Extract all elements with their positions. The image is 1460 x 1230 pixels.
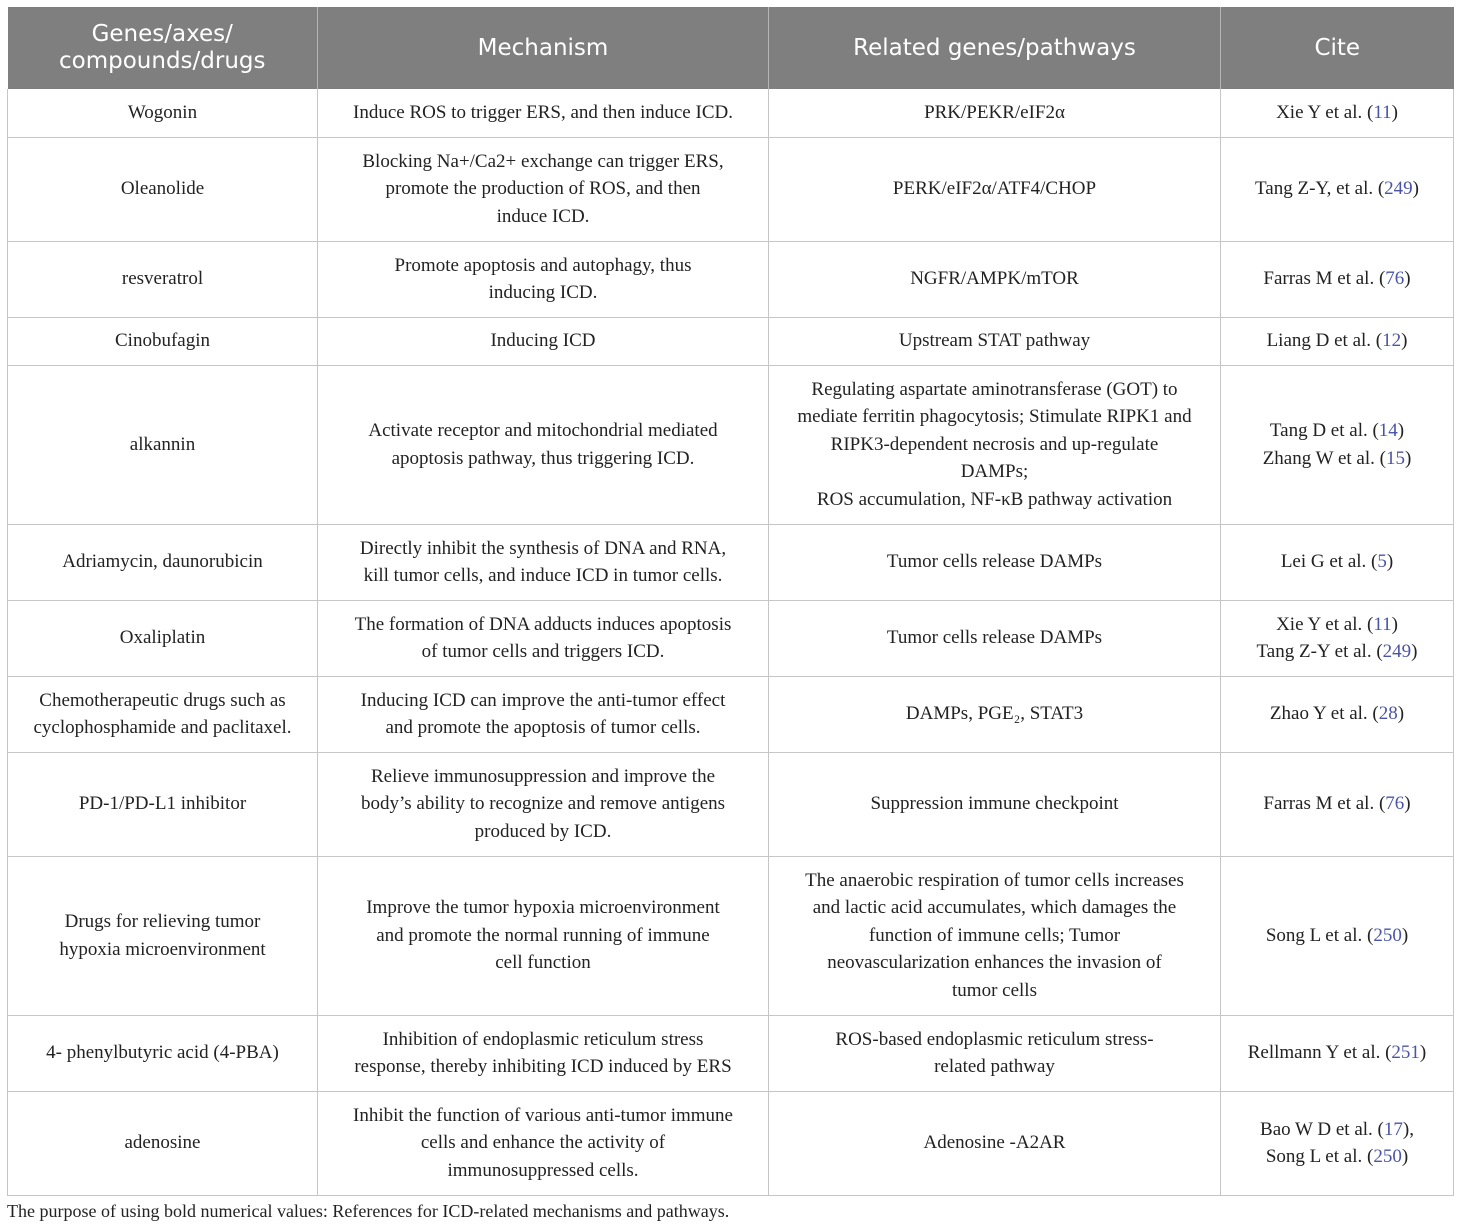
reference-link[interactable]: 11 — [1373, 102, 1392, 123]
citation — [1231, 1039, 1443, 1067]
cell-pathways: PERK/eIF2α/ATF4/CHOP — [769, 137, 1221, 241]
cell-mechanism: Blocking Na+/Ca2+ exchange can trigger ERS, promote the production of ROS, and then induce ICD. — [318, 137, 769, 241]
cell-mechanism: Directly inhibit the synthesis of DNA and RNA, kill tumor cells, and induce ICD in tumor cells. — [318, 524, 769, 600]
cell-pathways: DAMPs, PGE₂, STAT3 — [769, 676, 1221, 752]
cell-pathways: Tumor cells release DAMPs — [769, 524, 1221, 600]
citation-close: ) — [1404, 447, 1412, 469]
citation-author: Rellmann Y et al. ( — [1247, 1042, 1392, 1064]
citation-author: Xie Y et al. ( — [1276, 613, 1374, 635]
cell-pathways: The anaerobic respiration of tumor cells increases and lactic acid accumulates, which damages the function of immune cells; Tumor neovascularization enhances the invasion of tumor cells — [769, 856, 1221, 1015]
cell-mechanism: Activate receptor and mitochondrial mediated apoptosis pathway, thus triggering ICD. — [318, 365, 769, 524]
citation — [1231, 790, 1443, 818]
cell-cite — [1221, 752, 1454, 856]
cell-compound: Cinobufagin — [8, 317, 318, 365]
reference-link[interactable]: 14 — [1378, 420, 1398, 441]
cell-pathways: ROS-based endoplasmic reticulum stress- related pathway — [769, 1015, 1221, 1091]
cell-cite — [1221, 241, 1454, 317]
cell-mechanism: Improve the tumor hypoxia microenvironment and promote the normal running of immune cell function — [318, 856, 769, 1015]
citation-close: ), — [1402, 1118, 1414, 1140]
table-row — [8, 752, 1454, 856]
table-row — [8, 241, 1454, 317]
citation — [1231, 700, 1443, 728]
citation-close: ) — [1404, 793, 1411, 815]
citation — [1231, 265, 1443, 293]
citation-author: Tang D et al. ( — [1269, 420, 1379, 441]
citation-author: Song L et al. ( — [1265, 1146, 1374, 1167]
citation-close: ) — [1397, 703, 1405, 725]
citation-close: ) — [1401, 924, 1409, 946]
citation — [1231, 99, 1443, 127]
cell-pathways: Adenosine -A2AR — [769, 1091, 1221, 1195]
reference-link[interactable]: 76 — [1385, 268, 1405, 290]
cell-cite — [1221, 137, 1454, 241]
citation-author: Bao W D et al. ( — [1260, 1118, 1384, 1140]
cell-mechanism: Induce ROS to trigger ERS, and then induce ICD. — [318, 89, 769, 137]
citation-author: Tang Z-Y, et al. ( — [1255, 178, 1385, 200]
data-table-container — [7, 7, 1453, 1196]
column-header-genes: Genes/axes/ compounds/drugs — [8, 7, 318, 89]
citation — [1231, 1116, 1443, 1144]
cell-pathways: Tumor cells release DAMPs — [769, 600, 1221, 676]
reference-link[interactable]: 5 — [1377, 551, 1387, 573]
cell-cite — [1221, 524, 1454, 600]
citation-author: Tang Z-Y et al. ( — [1256, 641, 1383, 662]
cell-mechanism: Inducing ICD can improve the anti-tumor effect and promote the apoptosis of tumor cells. — [318, 676, 769, 752]
cell-cite — [1221, 89, 1454, 137]
cell-compound: alkannin — [8, 365, 318, 524]
citation-close: ) — [1419, 1042, 1427, 1064]
cell-compound: Wogonin — [8, 89, 318, 137]
cell-compound: Oxaliplatin — [8, 600, 318, 676]
reference-link[interactable]: 250 — [1373, 924, 1402, 946]
citation-close: ) — [1404, 268, 1411, 290]
cell-mechanism: Promote apoptosis and autophagy, thus inducing ICD. — [318, 241, 769, 317]
table-row — [8, 676, 1454, 752]
citation-author: Song L et al. ( — [1265, 924, 1374, 946]
cell-pathways: NGFR/AMPK/mTOR — [769, 241, 1221, 317]
citation-author: Liang D et al. ( — [1266, 330, 1383, 352]
table-row — [8, 600, 1454, 676]
column-header-mechanism: Mechanism — [318, 7, 769, 89]
citation-close: ) — [1391, 613, 1398, 635]
data-table — [7, 7, 1454, 1196]
citation-close: ) — [1401, 1146, 1409, 1167]
cell-cite — [1221, 856, 1454, 1015]
citation-author: Zhang W et al. ( — [1262, 447, 1386, 469]
citation-author: Lei G et al. ( — [1280, 551, 1378, 573]
table-row — [8, 137, 1454, 241]
citation-close: ) — [1391, 102, 1398, 123]
cell-cite — [1221, 1015, 1454, 1091]
cell-mechanism: Inducing ICD — [318, 317, 769, 365]
citation — [1231, 327, 1443, 355]
reference-link[interactable]: 28 — [1378, 703, 1398, 725]
citation-close: ) — [1401, 330, 1408, 352]
table-row — [8, 365, 1454, 524]
citation — [1231, 417, 1443, 445]
column-header-cite: Cite — [1221, 7, 1454, 89]
table-row — [8, 1015, 1454, 1091]
reference-link[interactable]: 249 — [1384, 178, 1413, 200]
cell-mechanism: Relieve immunosuppression and improve the body’s ability to recognize and remove antigens produced by ICD. — [318, 752, 769, 856]
reference-link[interactable]: 15 — [1385, 447, 1405, 469]
table-body — [8, 89, 1454, 1195]
table-row — [8, 1091, 1454, 1195]
cell-cite — [1221, 1091, 1454, 1195]
cell-cite — [1221, 365, 1454, 524]
cell-compound: Oleanolide — [8, 137, 318, 241]
citation — [1231, 445, 1443, 473]
reference-link[interactable]: 11 — [1373, 613, 1392, 635]
reference-link[interactable]: 251 — [1391, 1042, 1420, 1064]
citation-author: Farras M et al. ( — [1263, 268, 1386, 290]
citation-author: Zhao Y et al. ( — [1269, 703, 1379, 725]
cell-mechanism: Inhibition of endoplasmic reticulum stress response, thereby inhibiting ICD induced by ERS — [318, 1015, 769, 1091]
table-footnote: The purpose of using bold numerical values: References for ICD-related mechanisms and pathways. — [7, 1201, 730, 1221]
cell-compound: adenosine — [8, 1091, 318, 1195]
reference-link[interactable]: 250 — [1373, 1146, 1402, 1167]
table-row — [8, 524, 1454, 600]
citation-author: Xie Y et al. ( — [1276, 102, 1374, 123]
cell-mechanism: Inhibit the function of various anti-tumor immune cells and enhance the activity of immunosuppressed cells. — [318, 1091, 769, 1195]
citation-close: ) — [1412, 178, 1419, 200]
reference-link[interactable]: 76 — [1385, 793, 1405, 815]
reference-link[interactable]: 12 — [1382, 330, 1402, 352]
cell-compound: 4- phenylbutyric acid (4-PBA) — [8, 1015, 318, 1091]
reference-link[interactable]: 17 — [1383, 1118, 1403, 1140]
cell-pathways: Upstream STAT pathway — [769, 317, 1221, 365]
cell-pathways: Suppression immune checkpoint — [769, 752, 1221, 856]
citation — [1231, 922, 1443, 950]
citation-close: ) — [1397, 420, 1405, 441]
cell-compound: Adriamycin, daunorubicin — [8, 524, 318, 600]
cell-compound: Drugs for relieving tumor hypoxia microenvironment — [8, 856, 318, 1015]
cell-cite — [1221, 676, 1454, 752]
header-row — [8, 7, 1454, 89]
citation — [1231, 638, 1443, 666]
table-row — [8, 89, 1454, 137]
citation-author: Farras M et al. ( — [1263, 793, 1386, 815]
cell-compound: resveratrol — [8, 241, 318, 317]
reference-link[interactable]: 249 — [1382, 641, 1412, 662]
citation-close: ) — [1386, 551, 1394, 573]
table-row — [8, 317, 1454, 365]
cell-mechanism: The formation of DNA adducts induces apoptosis of tumor cells and triggers ICD. — [318, 600, 769, 676]
cell-pathways: Regulating aspartate aminotransferase (GOT) to mediate ferritin phagocytosis; Stimulate RIPK1 and RIPK3-dependent necrosis and up-regulate DAMPs; ROS accumulation, NF-κB pathway activation — [769, 365, 1221, 524]
cell-cite — [1221, 317, 1454, 365]
cell-compound: PD-1/PD-L1 inhibitor — [8, 752, 318, 856]
cell-cite — [1221, 600, 1454, 676]
citation — [1231, 1143, 1443, 1171]
table-row — [8, 856, 1454, 1015]
citation — [1231, 548, 1443, 576]
cell-compound: Chemotherapeutic drugs such as cyclophosphamide and paclitaxel. — [8, 676, 318, 752]
cell-pathways: PRK/PEKR/eIF2α — [769, 89, 1221, 137]
citation — [1231, 175, 1443, 203]
column-header-pathways: Related genes/pathways — [769, 7, 1221, 89]
citation — [1231, 611, 1443, 639]
citation-close: ) — [1411, 641, 1418, 662]
